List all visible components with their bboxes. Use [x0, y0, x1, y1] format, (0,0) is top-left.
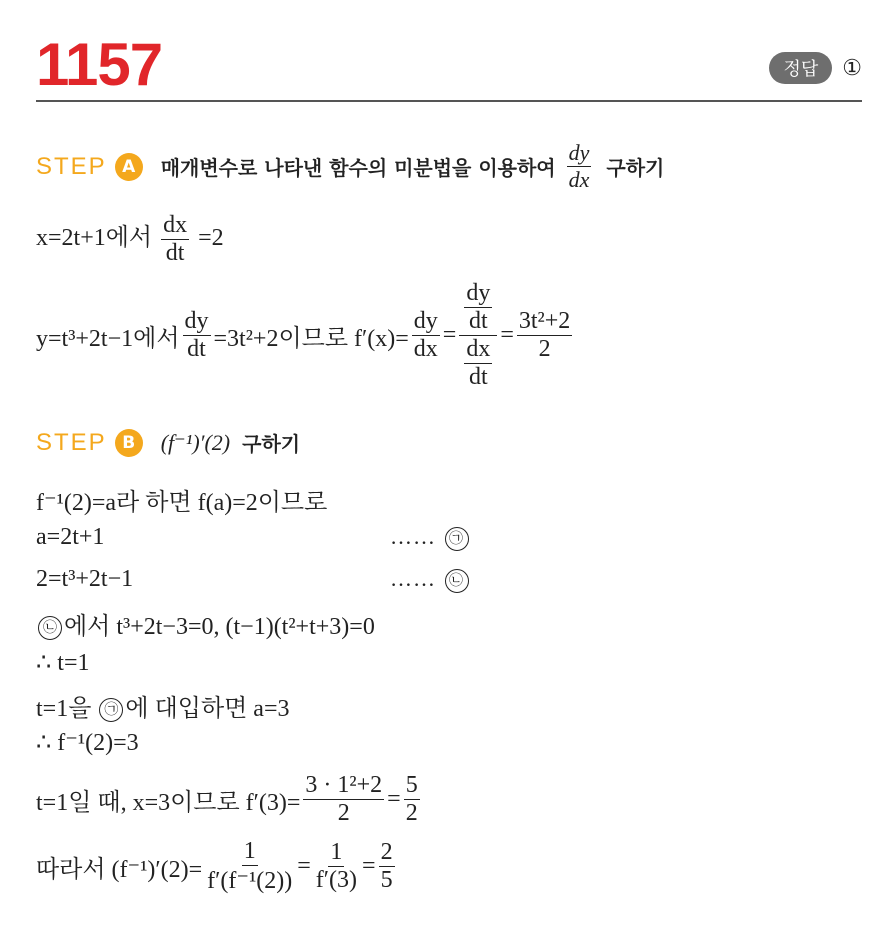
inverse-derivative-fraction: $\frac{1}{\text{f′(f⁻¹(2))}}$	[207, 838, 293, 894]
step-b-line-8: t=1일 때, x=3이므로 f′(3)= $\frac{\text{3 · 1²+2}}{2}$ = $\frac{5}{2}$	[36, 772, 418, 826]
step-b-line-7: ∴ f⁻¹(2)=3	[36, 730, 139, 756]
step-a-title-end: 구하기	[606, 156, 665, 180]
tag-2: …… ㉡	[390, 566, 471, 593]
step-b-title-math: (f⁻¹)′(2)	[160, 429, 231, 455]
answer-badge: 정답	[769, 52, 832, 84]
circled-giyeok-icon: ㉠	[445, 527, 469, 551]
step-b-letter: B	[115, 429, 143, 457]
step-b-word: STEP	[36, 428, 107, 456]
final-answer-fraction: $\frac{2}{5}$	[380, 839, 393, 893]
step-a-title: 매개변수로 나타낸 함수의 미분법을 이용하여	[160, 156, 556, 180]
circled-giyeok-icon: ㉠	[99, 698, 123, 722]
step-b-title-end: 구하기	[242, 432, 301, 456]
step-b-line-5: ∴ t=1	[36, 650, 90, 676]
step-a-line-2: y=t³+2t−1에서 $\frac{dy}{dt}$ =3t²+2이므로 f′(x)= $\frac{dy}{dx}$ = $\frac{\frac{dy}{dt}}{\frac{dx}{dt}}$ = $\frac{\text{3t²+2}}{2}$	[36, 280, 571, 390]
step-b-line-3: 2=t³+2t−1	[36, 566, 134, 592]
dy-dt-fraction: $\frac{dy}{dt}$	[184, 308, 209, 362]
step-b-line-2: a=2t+1	[36, 524, 105, 550]
dx-dt-fraction: $\frac{dx}{dt}$	[163, 212, 188, 266]
answer-choice: ①	[842, 55, 862, 80]
problem-number: 1157	[36, 31, 163, 98]
nested-fraction: $\frac{\frac{dy}{dt}}{\frac{dx}{dt}}$	[459, 280, 497, 391]
dy-dx-fraction: $\frac{dy}{dx}$	[413, 308, 438, 362]
step-a-line-1: x=2t+1에서 $\frac{dx}{dt}$ =2	[36, 212, 224, 266]
step-a-title-frac: $\frac{dy}{dx}$	[568, 140, 590, 192]
step-b-line-1: f⁻¹(2)=a라 하면 f(a)=2이므로	[36, 490, 328, 516]
tag-1: …… ㉠	[390, 524, 471, 551]
five-halves-fraction: $\frac{5}{2}$	[405, 772, 418, 826]
step-b-line-6: t=1을 ㉠ 에 대입하면 a=3	[36, 696, 290, 722]
header-divider	[36, 100, 862, 102]
f-prime-3-fraction: $\frac{\text{3 · 1²+2}}{2}$	[305, 772, 383, 826]
step-b-line-4: ㉡ 에서 t³+2t−3=0, (t−1)(t²+t+3)=0	[36, 606, 375, 641]
circled-nieun-icon: ㉡	[445, 569, 469, 593]
circled-nieun-icon: ㉡	[38, 616, 62, 640]
step-b-header	[36, 428, 300, 457]
step-b-line-9: 따라서 (f⁻¹)′(2)= $\frac{1}{\text{f′(f⁻¹(2))}}$ = $\frac{1}{f'(3)}$ = $\frac{2}{5}$	[36, 838, 393, 894]
one-over-f-prime-3-fraction: $\frac{1}{f'(3)}$	[315, 839, 358, 893]
step-a-header	[36, 140, 664, 193]
step-a-letter: A	[115, 153, 143, 181]
step-a-word: STEP	[36, 152, 107, 180]
result-fraction: $\frac{\text{3t²+2}}{2}$	[518, 308, 571, 362]
answer	[769, 52, 862, 84]
